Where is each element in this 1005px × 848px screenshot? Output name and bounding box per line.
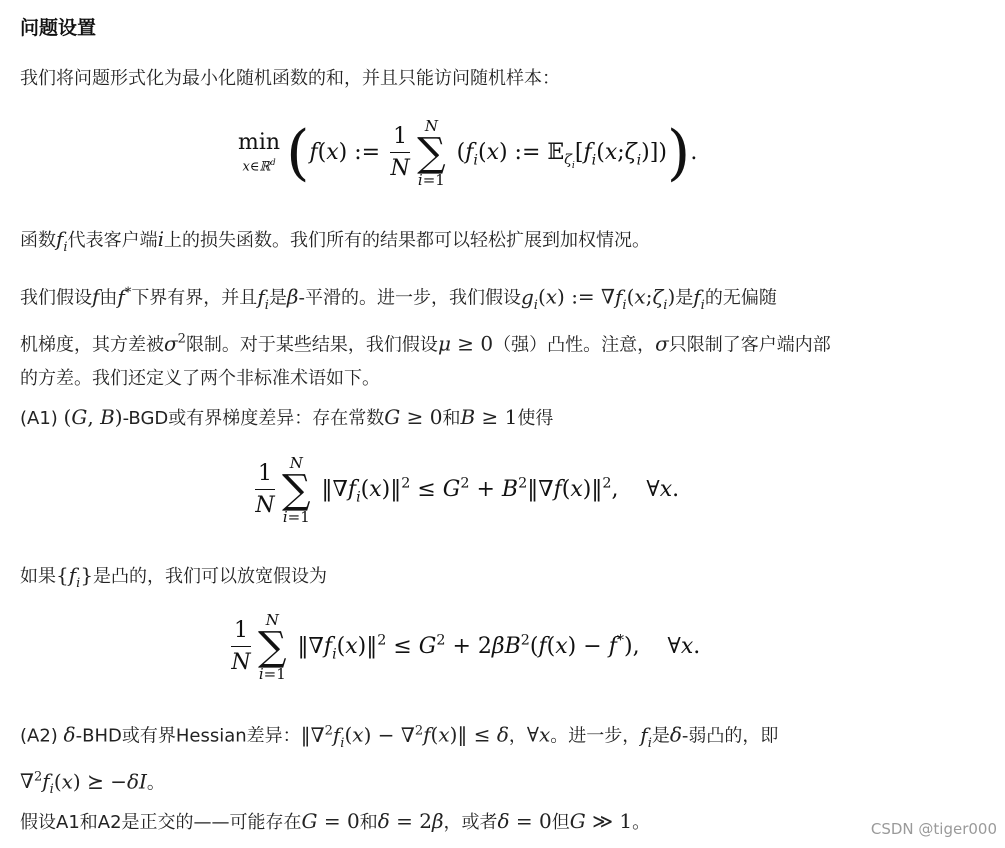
- text-span: 机梯度，其方差被: [20, 334, 164, 356]
- text-span: ，: [508, 725, 527, 747]
- a1-paragraph: (A1) (G, B)-BGD或有界梯度差异：存在常数G ≥ 0和B ≥ 1使得: [20, 405, 554, 429]
- text-span: 和: [442, 408, 461, 429]
- assumptions-paragraph: 我们假设f由f*下界有界，并且$f_i$是β-平滑的。进一步，我们假设$g_i(x)$ := $\nabla f_i(x;\zeta_i)$是$f_i$的无偏随 机梯度，其方差被$\sigma^2$限制。对于某些结果，我们假设μ ≥ 0（强）凸性。注意，σ只限制了客户端内部 的方差。我们还定义了两个非标准术语如下。: [20, 284, 831, 390]
- intro-text: 我们将问题形式化为最小化随机函数的和，并且只能访问随机样本：: [20, 68, 560, 89]
- fi-definition-paragraph: 函数$f_i$代表客户端i上的损失函数。我们所有的结果都可以轻松扩展到加权情况。: [20, 227, 650, 255]
- text-span: (A2): [20, 725, 64, 747]
- text-span: 函数: [20, 230, 56, 251]
- text-span: 是凸的，我们可以放宽假设为: [93, 566, 328, 587]
- intro-paragraph: [20, 62, 985, 96]
- min-operator: min x∈ℝ$^d$: [238, 130, 281, 175]
- orthogonal-paragraph: 假设A1和A2是正交的——可能存在G = 0和δ = 2β，或者δ = 0但G ≫ 1。: [20, 809, 651, 833]
- text-span: -BGD或有界梯度差异：存在常数: [122, 408, 385, 429]
- csdn-watermark: CSDN @tiger000: [870, 820, 997, 838]
- text-span: ，或者: [443, 812, 498, 833]
- sum-operator: N ∑ i=1: [417, 117, 446, 189]
- text-span: （强）凸性。注意，: [493, 334, 656, 356]
- text-span: 使得: [517, 408, 554, 429]
- text-span: 的方差。我们还定义了两个非标准术语如下。: [20, 368, 380, 390]
- sum-operator: N ∑ i=1: [282, 454, 311, 526]
- text-span: 和: [359, 812, 378, 833]
- relaxed-equation: $\frac{1}{N}$ N ∑ i=1 $‖\nabla f_i(x)‖^2 \le G^2 + 2\beta B^2(f(x) - f^*)$, ∀x.: [231, 611, 701, 683]
- text-span: 代表客户端: [67, 230, 158, 251]
- text-span: 我们假设: [20, 287, 92, 309]
- text-span: 如果: [20, 566, 56, 587]
- sum-operator: N ∑ i=1: [258, 611, 287, 683]
- text-span: 的无偏随: [704, 287, 777, 309]
- convex-paragraph: 如果$\{f_i\}$是凸的，我们可以放宽假设为: [20, 563, 328, 591]
- text-span: -弱凸的，即: [681, 725, 779, 747]
- text-span: 只限制了客户端内部: [668, 334, 831, 356]
- text-span: 是: [268, 287, 287, 309]
- objective-equation: min x∈ℝ$^d$ (f(x) := $\frac{1}{N}$ N ∑ i=1 ($f_i(x)$ := $𝔼_{\zeta_i}[f_i(x;\zeta_i)]$)).: [238, 117, 698, 189]
- text-span: 上的损失函数。我们所有的结果都可以轻松扩展到加权情况。: [163, 230, 650, 251]
- a2-paragraph: (A2) δ-BHD或有界Hessian差异：$‖\nabla^2f_i(x)$ − ∇$^2$f(x)‖ ≤ δ，∀x。进一步，$f_i$是δ-弱凸的，即 $\nabla^2f_i(x)$ ⪰ −δI。: [20, 722, 779, 798]
- text-span: (A1): [20, 408, 64, 429]
- a1-equation: $\frac{1}{N}$ N ∑ i=1 $‖\nabla f_i(x)‖^2 \le G^2$ + $B^2‖\nabla f(x)‖^2$, ∀x.: [255, 454, 680, 526]
- text-span: 是: [675, 287, 694, 309]
- section-title: 问题设置: [20, 17, 97, 39]
- text-span: -BHD或有界Hessian差异：: [75, 725, 301, 747]
- text-span: 但: [551, 812, 570, 833]
- text-span: 假设A1和A2是正交的——可能存在: [20, 812, 302, 833]
- text-span: 由: [99, 287, 118, 309]
- text-span: 是: [651, 725, 670, 747]
- text-span: -平滑的。进一步，我们假设: [298, 287, 521, 309]
- text-span: 限制。对于某些结果，我们假设: [185, 334, 438, 356]
- text-span: 。进一步，: [550, 725, 641, 747]
- text-span: 。: [146, 772, 165, 794]
- text-span: 。: [632, 812, 651, 833]
- text-span: 下界有界，并且: [131, 287, 258, 309]
